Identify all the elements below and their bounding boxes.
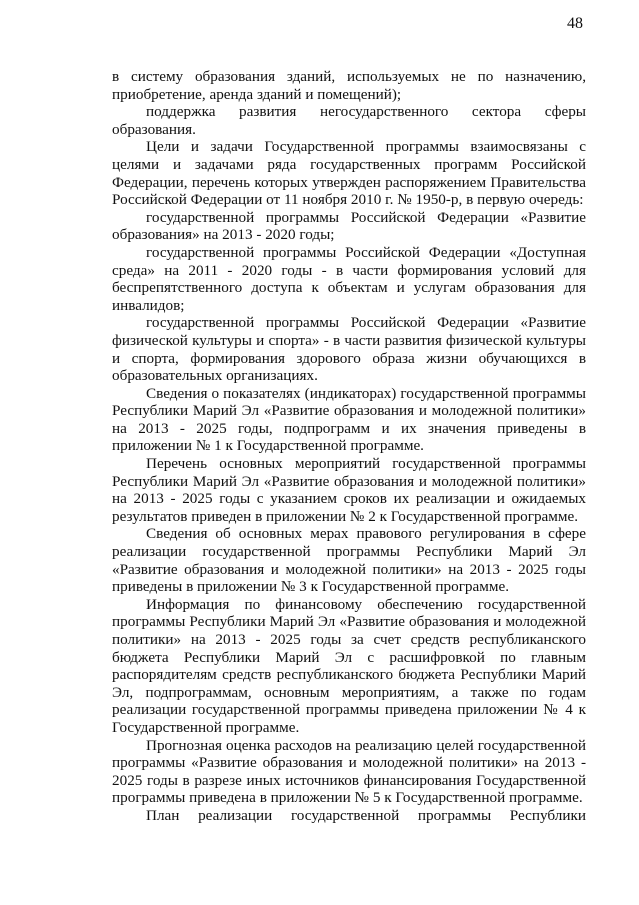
page-number: 48: [567, 15, 583, 32]
paragraph-financial-support: Информация по финансовому обеспечению государственной программы Республики Марий Эл «Развитие образования и молодежной политики» на 2013 - 2025 годы за счет средств республиканского бюджета Республики Марий Эл с расшифровкой по главным распорядителям средств республиканского бюджета Республики Марий Эл, подпрограммам, основным мероприятиям, а также по годам реализации государственной программы приведена приложении № 4 к Государственной программе.: [112, 595, 586, 736]
paragraph-program-education: государственной программы Российской Федерации «Развитие образования» на 2013 - 2020 годы;: [112, 208, 586, 244]
paragraph-legal-regulation: Сведения об основных мерах правового регулирования в сфере реализации государственной программы Республики Марий Эл «Развитие образования и молодежной политики» на 2013 - 2025 годы приведены в приложении № 3 к Государственной программе.: [112, 525, 586, 596]
paragraph-goals-and-tasks: Цели и задачи Государственной программы взаимосвязаны с целями и задачами ряда государственных программ Российской Федерации, перечень которых утвержден распоряжением Правительства Российской Федерации от 11 ноября 2010 г. № 1950-р, в первую очередь:: [112, 138, 586, 209]
paragraph-program-accessible-environment: государственной программы Российской Федерации «Доступная среда» на 2011 - 2020 годы - в части формирования условий для беспрепятственного доступа к объектам и услугам образования для инвалидов;: [112, 243, 586, 314]
paragraph-nongovernment-sector: поддержка развития негосударственного сектора сферы образования.: [112, 103, 586, 138]
paragraph-implementation-plan: План реализации государственной программы Республики: [146, 806, 586, 824]
body-text: [112, 68, 586, 825]
paragraph-indicators: Сведения о показателях (индикаторах) государственной программы Республики Марий Эл «Развитие образования и молодежной политики» на 2013 - 2025 годы, подпрограмм и их значения приведены в приложении № 1 к Государственной программе.: [112, 384, 586, 455]
paragraph-continuation: в систему образования зданий, используемых не по назначению, приобретение, аренда зданий и помещений);: [112, 68, 586, 103]
paragraph-expense-forecast: Прогнозная оценка расходов на реализацию целей государственной программы «Развитие образования и молодежной политики» на 2013 - 2025 годы в разрезе иных источников финансирования Государственной программы приведена в приложении № 5 к Государственной программе.: [112, 736, 586, 807]
paragraph-main-activities: Перечень основных мероприятий государственной программы Республики Марий Эл «Развитие образования и молодежной политики» на 2013 - 2025 годы с указанием сроков их реализации и ожидаемых результатов приведен в приложении № 2 к Государственной программе.: [112, 455, 586, 525]
paragraph-program-sport: государственной программы Российской Федерации «Развитие физической культуры и спорта» - в части развития физической культуры и спорта, формирования здорового образа жизни обучающихся в образовательных организациях.: [112, 314, 586, 385]
